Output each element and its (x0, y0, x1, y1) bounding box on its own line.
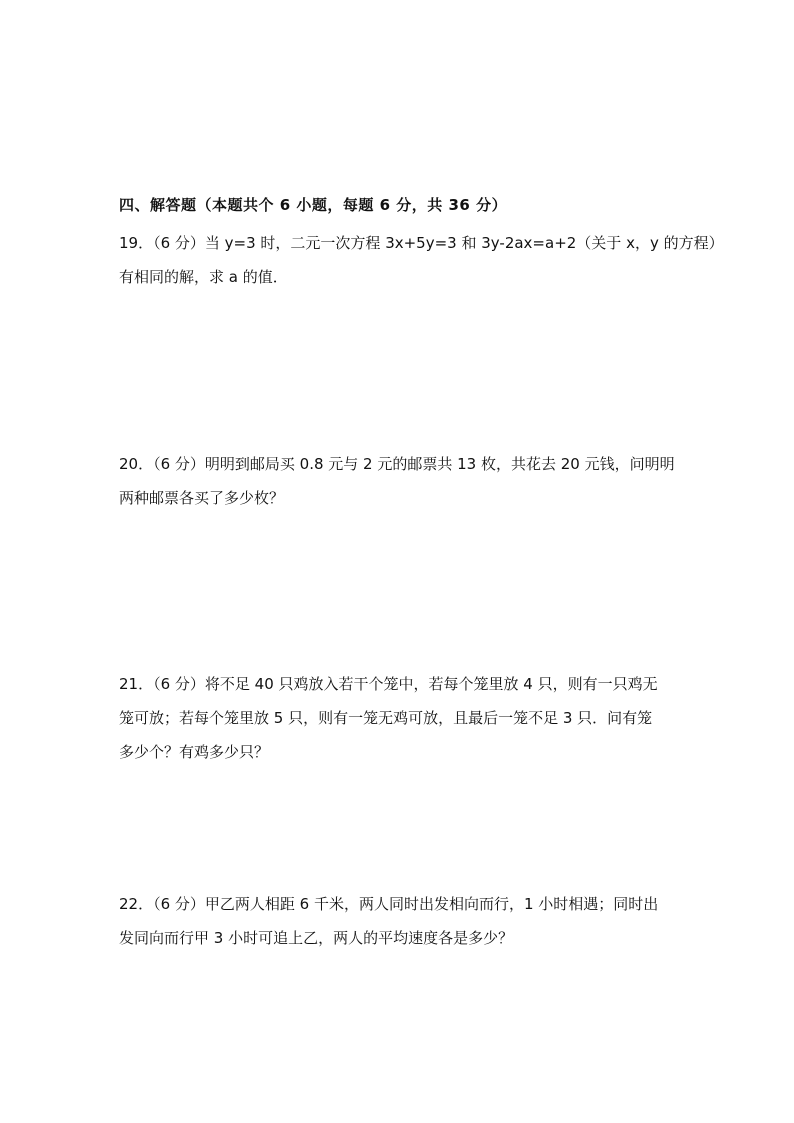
question-22-line-1: 22．（6 分）甲乙两人相距 6 千米，两人同时出发相向而行，1 小时相遇；同时出 (119, 895, 659, 913)
question-19 (119, 226, 724, 294)
section-heading: 四、解答题（本题共个 6 小题，每题 6 分，共 36 分） (119, 196, 508, 214)
question-22-line-2: 发同向而行甲 3 小时可追上乙，两人的平均速度各是多少？ (119, 929, 514, 947)
question-20 (119, 447, 679, 515)
question-20-line-1: 20．（6 分）明明到邮局买 0.8 元与 2 元的邮票共 13 枚，共花去 20 元钱，问明明 (119, 455, 675, 473)
question-21-line-3: 多少个？有鸡多少只？ (119, 743, 270, 761)
question-19-line-1: 19．（6 分）当 y=3 时，二元一次方程 3x+5y=3 和 3y-2ax=a+2（关于 x，y 的方程） (119, 234, 724, 252)
question-21 (119, 667, 679, 769)
question-19-line-2: 有相同的解，求 a 的值． (119, 268, 288, 286)
question-21-line-1: 21．（6 分）将不足 40 只鸡放入若干个笼中，若每个笼里放 4 只，则有一只鸡无 (119, 675, 658, 693)
question-20-line-2: 两种邮票各买了多少枚？ (119, 489, 285, 507)
question-21-line-2: 笼可放；若每个笼里放 5 只，则有一笼无鸡可放，且最后一笼不足 3 只．问有笼 (119, 709, 653, 727)
question-22 (119, 887, 679, 955)
